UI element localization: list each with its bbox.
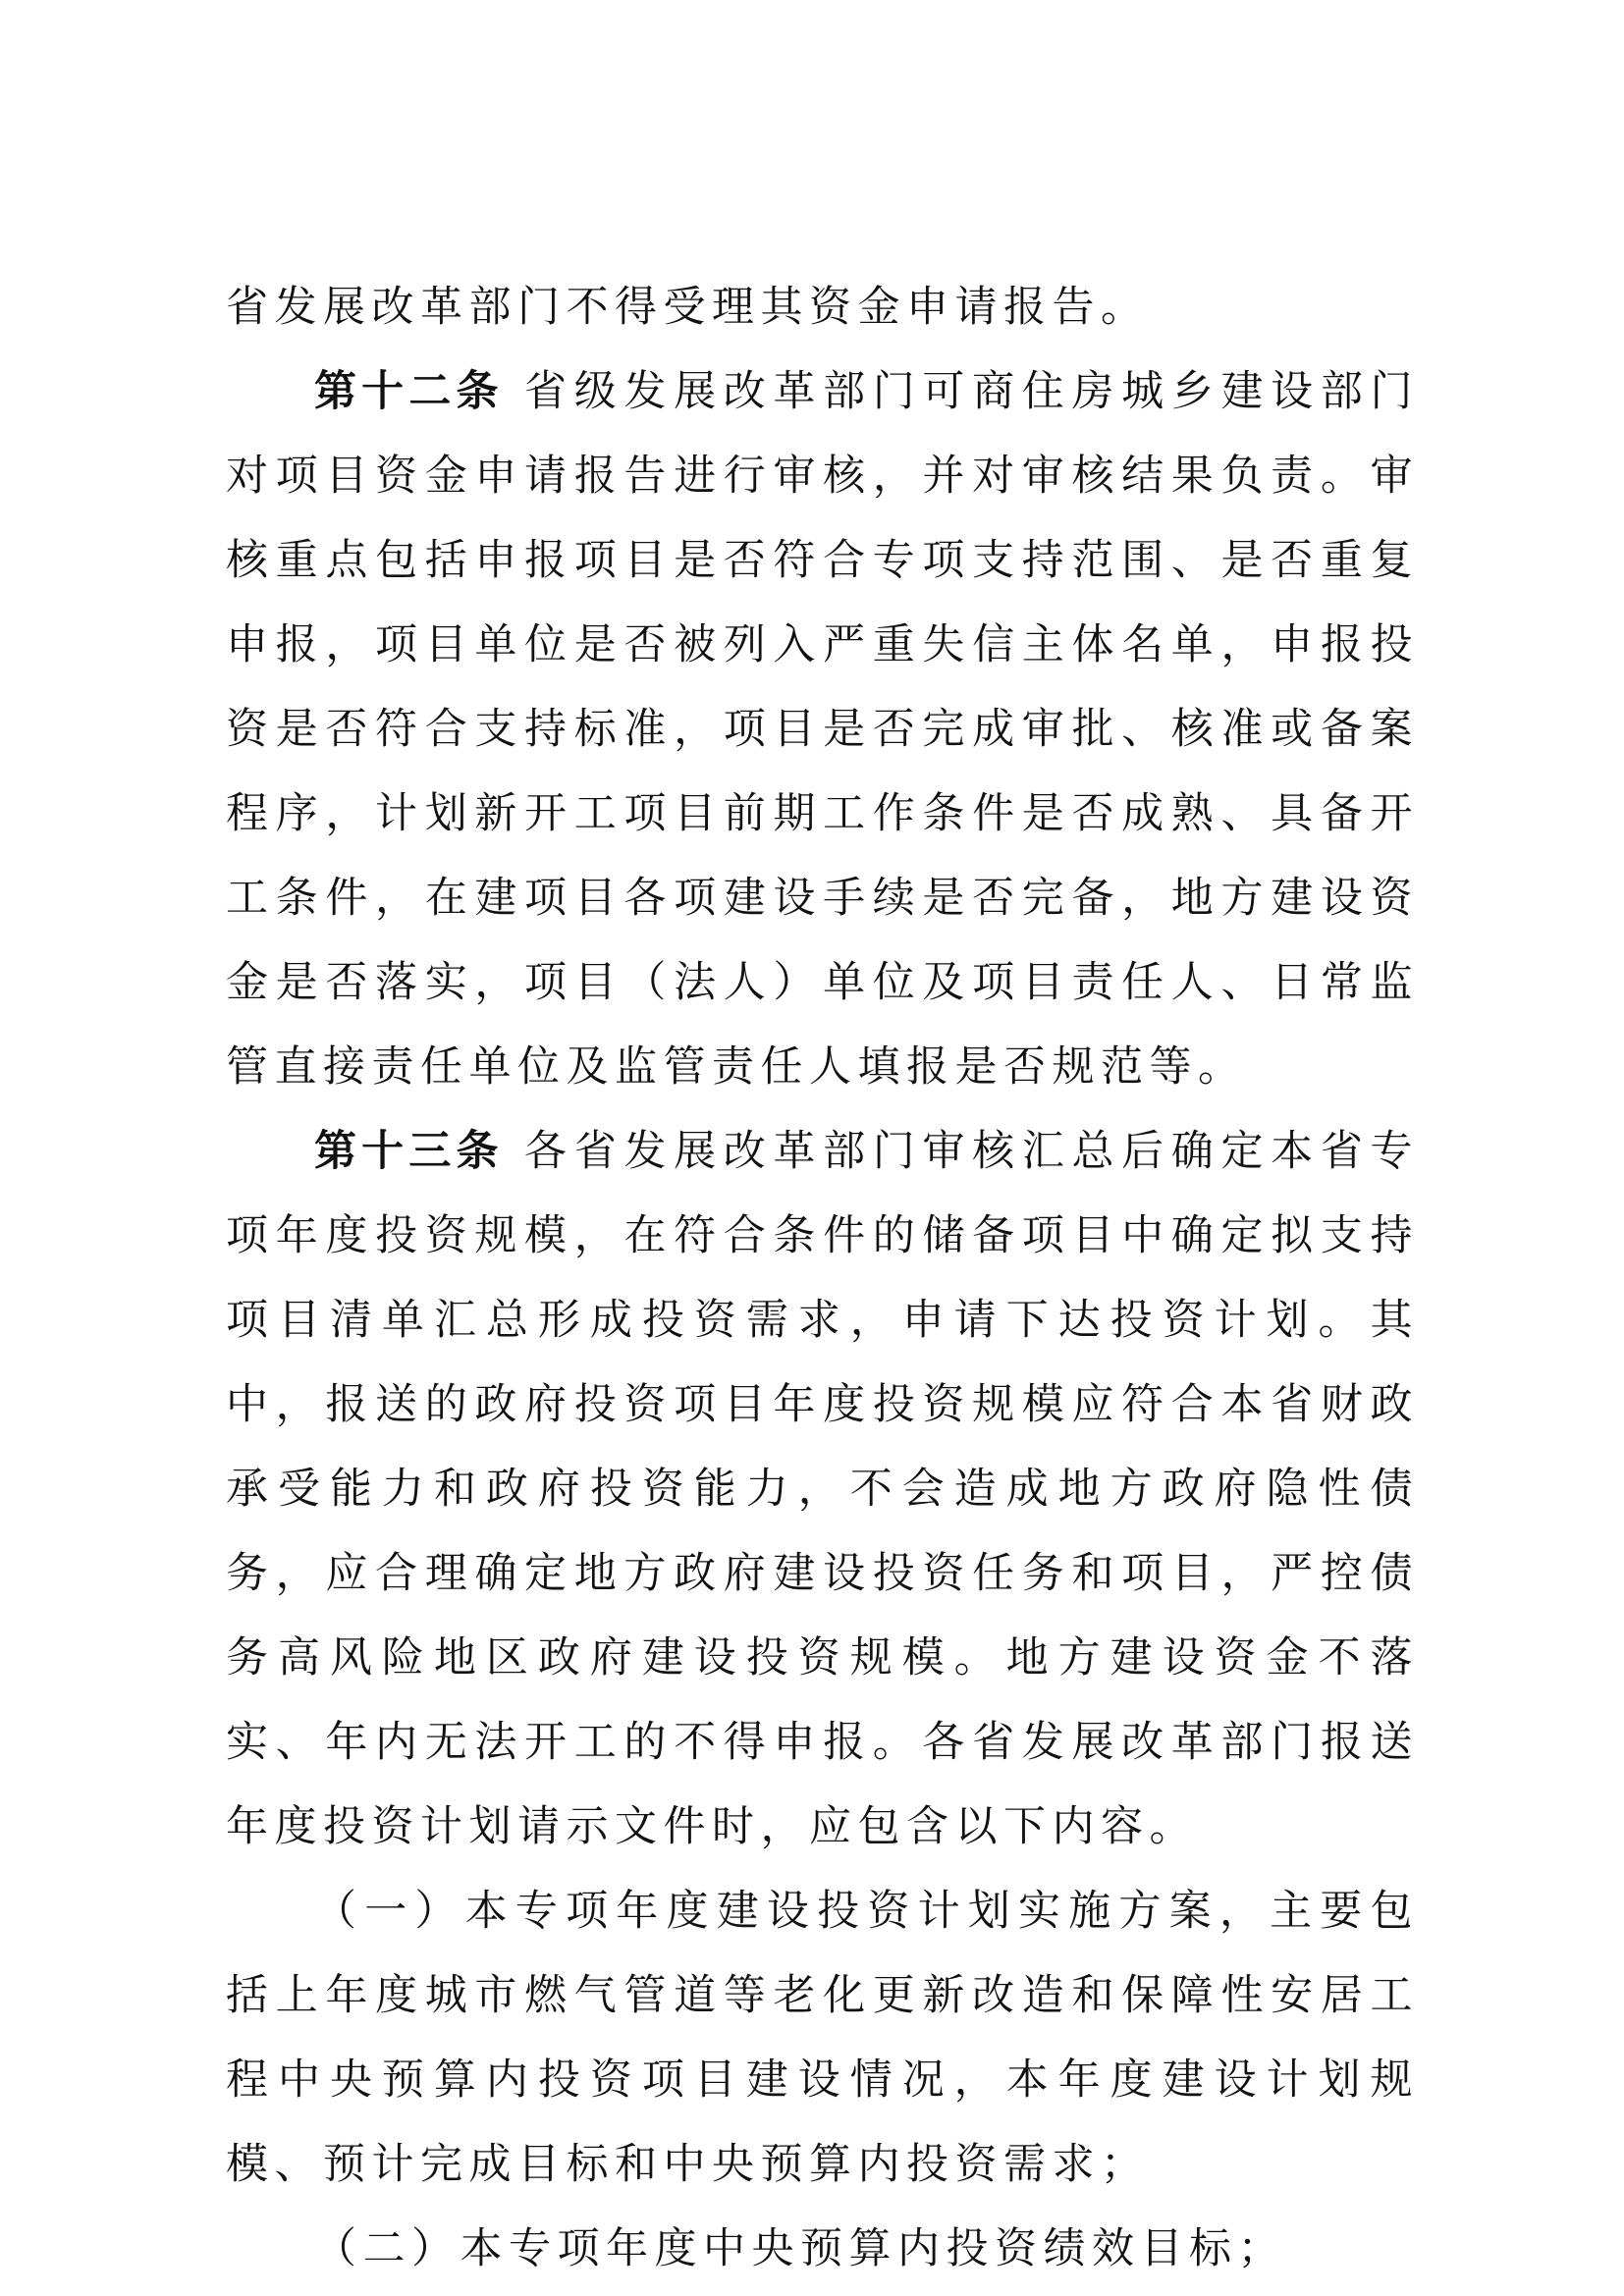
- list-item-1: [226, 1869, 1419, 2207]
- paragraph-text: 省发展改革部门不得受理其资金申请报告。: [226, 283, 1150, 332]
- article-12-text: 省级发展改革部门可商住房城乡建设部门对项目资金申请报告进行审核，并对审核结果负责。审核重点包括申报项目是否符合专项支持范围、是否重复申报，项目单位是否被列入严重失信主体名单，申报投资是否符合支持标准，项目是否完成审批、核准或备案程序，计划新开工项目前期工作条件是否成熟、具备开工条件，在建项目各项建设手续是否完备，地方建设资金是否落实，项目（法人）单位及项目责任人、日常监管直接责任单位及监管责任人填报是否规范等。: [226, 367, 1420, 1092]
- list-item-2-text: （二）本专项年度中央预算内投资绩效目标；: [314, 2224, 1286, 2273]
- article-13-paragraph: [226, 1109, 1419, 1869]
- article-13-text: 各省发展改革部门审核汇总后确定本省专项年度投资规模，在符合条件的储备项目中确定拟支持项目清单汇总形成投资需求，申请下达投资计划。其中，报送的政府投资项目年度投资规模应符合本省财政承受能力和政府投资能力，不会造成地方政府隐性债务，应合理确定地方政府建设投资任务和项目，严控债务高风险地区政府建设投资规模。地方建设资金不落实、年内无法开工的不得申报。各省发展改革部门报送年度投资计划请示文件时，应包含以下内容。: [226, 1127, 1420, 1851]
- document-body: [226, 265, 1419, 2291]
- list-item-1-text: （一）本专项年度建设投资计划实施方案，主要包括上年度城市燃气管道等老化更新改造和保障性安居工程中央预算内投资项目建设情况，本年度建设计划规模、预计完成目标和中央预算内投资需求；: [226, 1887, 1419, 2189]
- article-13-heading: 第十三条: [314, 1127, 504, 1176]
- paragraph-continuation: [226, 265, 1419, 349]
- article-12-heading: 第十二条: [314, 367, 504, 416]
- article-12-paragraph: [226, 349, 1419, 1109]
- list-item-2: [226, 2207, 1419, 2291]
